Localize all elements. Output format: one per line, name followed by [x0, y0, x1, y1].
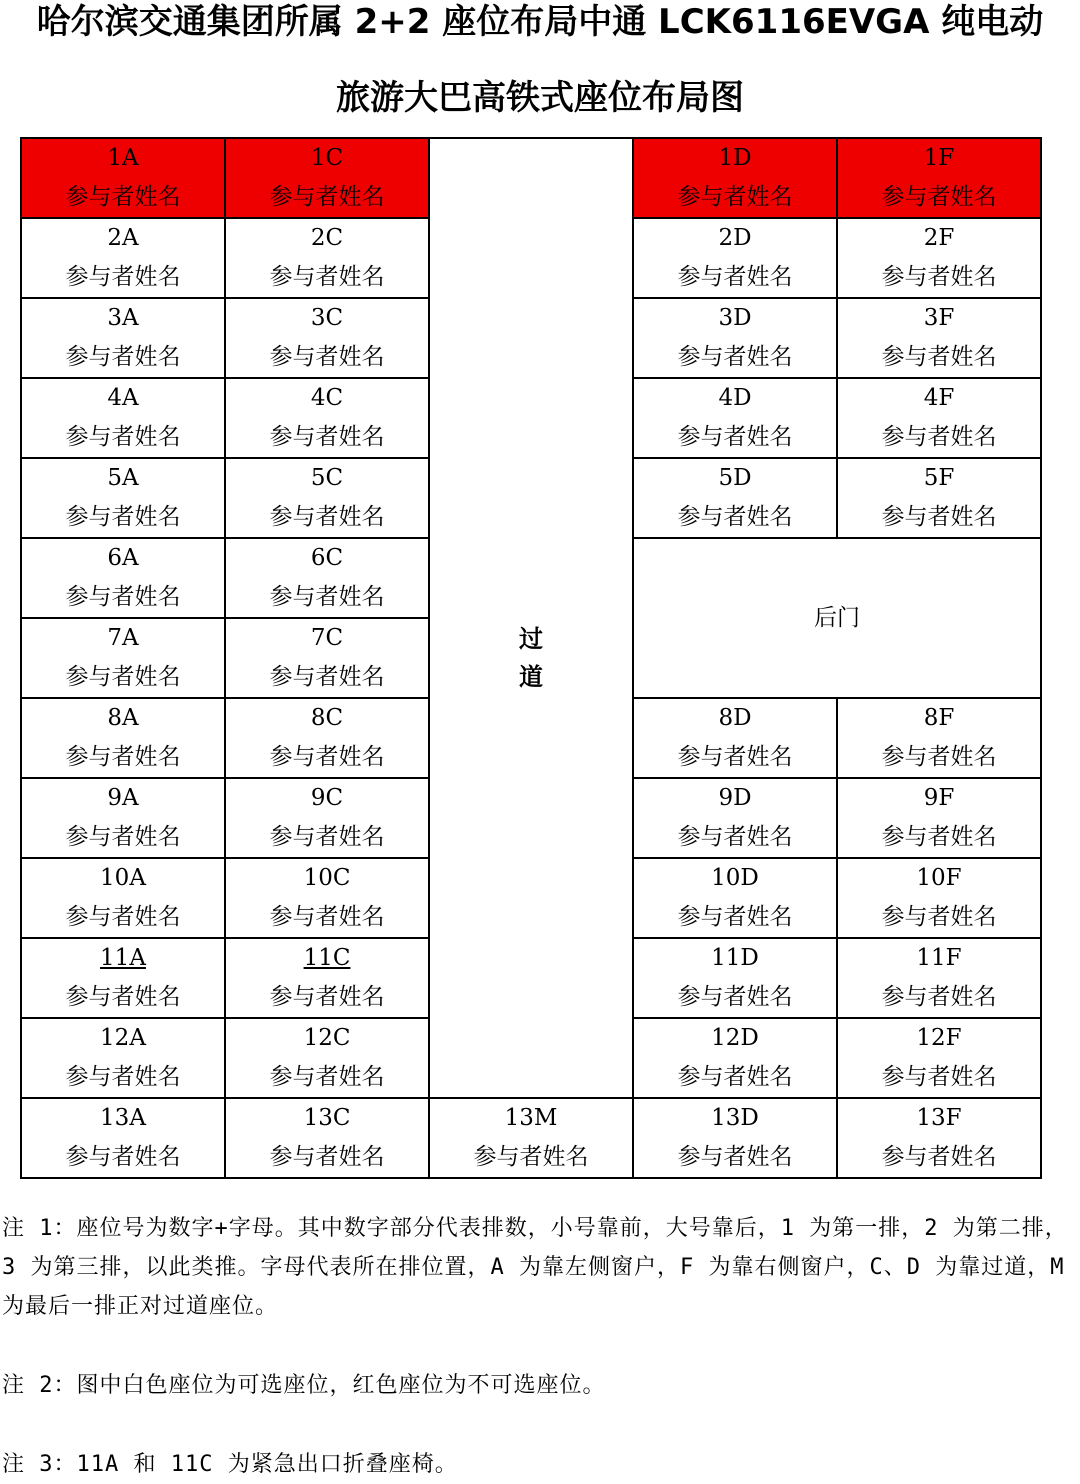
seat-6A[interactable]: [21, 538, 225, 618]
seat-passenger-name: 参与者姓名: [65, 744, 181, 770]
seat-number: 12C: [303, 1025, 351, 1051]
seat-10A[interactable]: [21, 858, 225, 938]
seat-passenger-name: 参与者姓名: [677, 504, 793, 530]
seat-4A[interactable]: [21, 378, 225, 458]
seat-passenger-name: 参与者姓名: [269, 1144, 385, 1170]
seat-passenger-name: 参与者姓名: [269, 504, 385, 530]
seat-3D[interactable]: [633, 298, 837, 378]
seat-8F[interactable]: [837, 698, 1041, 778]
seat-number: 1C: [310, 145, 344, 171]
seat-passenger-name: 参与者姓名: [65, 984, 181, 1010]
seat-passenger-name: 参与者姓名: [65, 264, 181, 290]
seat-passenger-name: 参与者姓名: [677, 744, 793, 770]
seat-number: 2D: [718, 225, 752, 251]
seat-number: 13D: [711, 1105, 759, 1131]
seat-passenger-name: 参与者姓名: [881, 264, 997, 290]
seat-passenger-name: 参与者姓名: [65, 184, 181, 210]
page-title-line-2: 旅游大巴高铁式座位布局图: [336, 78, 744, 118]
seat-8A[interactable]: [21, 698, 225, 778]
seat-passenger-name: 参与者姓名: [677, 1144, 793, 1170]
seat-number: 4C: [310, 385, 344, 411]
seat-number: 10F: [916, 865, 962, 891]
aisle-top-cell: [429, 138, 633, 218]
seat-passenger-name: 参与者姓名: [677, 424, 793, 450]
seat-number: 10A: [100, 865, 146, 891]
seat-number: 9F: [923, 785, 955, 811]
seat-5D[interactable]: [633, 458, 837, 538]
seat-number: 13A: [100, 1105, 146, 1131]
seat-5C[interactable]: [225, 458, 429, 538]
seat-number: 5A: [107, 465, 139, 491]
seat-11A[interactable]: [21, 938, 225, 1018]
seat-passenger-name: 参与者姓名: [65, 424, 181, 450]
seat-passenger-name: 参与者姓名: [881, 504, 997, 530]
seat-passenger-name: 参与者姓名: [269, 744, 385, 770]
seat-13C[interactable]: [225, 1098, 429, 1178]
seat-number: 3C: [310, 305, 344, 331]
note-3: 注 3：11A 和 11C 为紧急出口折叠座椅。: [2, 1452, 458, 1477]
seat-number: 6C: [310, 545, 344, 571]
seat-number: 12D: [711, 1025, 759, 1051]
seat-10F[interactable]: [837, 858, 1041, 938]
seat-10C[interactable]: [225, 858, 429, 938]
seat-passenger-name: 参与者姓名: [881, 904, 997, 930]
seat-12D[interactable]: [633, 1018, 837, 1098]
seat-passenger-name: 参与者姓名: [881, 344, 997, 370]
seat-passenger-name: 参与者姓名: [677, 344, 793, 370]
seat-passenger-name: 参与者姓名: [677, 984, 793, 1010]
seat-passenger-name: 参与者姓名: [881, 824, 997, 850]
aisle: [429, 218, 633, 1098]
seat-number: 1F: [923, 145, 955, 171]
note-1: 注 1：座位号为数字+字母。其中数字部分代表排数，小号靠前，大号靠后，1 为第一排，2 为第二排，3 为第三排，以此类推。字母代表所在排位置，A 为靠左侧窗户，F 为靠右侧窗户，C、D 为靠过道，M 为最后一排正对过道座位。: [2, 1216, 1068, 1319]
seat-passenger-name: 参与者姓名: [881, 1144, 997, 1170]
seat-number: 4F: [923, 385, 955, 411]
seat-row: [21, 138, 1041, 218]
seat-2A[interactable]: [21, 218, 225, 298]
seat-2F[interactable]: [837, 218, 1041, 298]
seat-9D[interactable]: [633, 778, 837, 858]
seat-number: 5D: [718, 465, 752, 491]
seat-number: 10D: [711, 865, 759, 891]
seat-4D[interactable]: [633, 378, 837, 458]
seat-1F: [837, 138, 1041, 218]
rear-door-label: 后门: [814, 604, 860, 631]
seat-passenger-name: 参与者姓名: [677, 824, 793, 850]
seat-passenger-name: 参与者姓名: [269, 184, 385, 210]
seat-3A[interactable]: [21, 298, 225, 378]
seat-layout-table: [20, 137, 1042, 1179]
seat-passenger-name: 参与者姓名: [269, 424, 385, 450]
seat-passenger-name: 参与者姓名: [677, 1064, 793, 1090]
note-2: 注 2：图中白色座位为可选座位，红色座位为不可选座位。: [2, 1373, 606, 1398]
seat-5F[interactable]: [837, 458, 1041, 538]
seat-passenger-name: 参与者姓名: [881, 984, 997, 1010]
seat-passenger-name: 参与者姓名: [65, 344, 181, 370]
seat-passenger-name: 参与者姓名: [473, 1144, 589, 1170]
seat-number: 3A: [107, 305, 139, 331]
seat-2C[interactable]: [225, 218, 429, 298]
aisle-label: 过道: [518, 624, 543, 691]
seat-9A[interactable]: [21, 778, 225, 858]
seat-passenger-name: 参与者姓名: [677, 184, 793, 210]
seat-3C[interactable]: [225, 298, 429, 378]
seat-number: 8C: [310, 705, 344, 731]
seat-number: 7A: [107, 625, 139, 651]
seat-1D: [633, 138, 837, 218]
seat-9C[interactable]: [225, 778, 429, 858]
seat-row: [21, 218, 1041, 298]
seat-4F[interactable]: [837, 378, 1041, 458]
seat-1A: [21, 138, 225, 218]
seat-11C[interactable]: [225, 938, 429, 1018]
seat-number: 5F: [923, 465, 955, 491]
seat-number: 13C: [303, 1105, 351, 1131]
seat-passenger-name: 参与者姓名: [881, 744, 997, 770]
seat-passenger-name: 参与者姓名: [677, 264, 793, 290]
seat-number: 9C: [310, 785, 344, 811]
seat-passenger-name: 参与者姓名: [881, 184, 997, 210]
seat-number: 7C: [310, 625, 344, 651]
seat-2D[interactable]: [633, 218, 837, 298]
seat-passenger-name: 参与者姓名: [269, 904, 385, 930]
seat-passenger-name: 参与者姓名: [269, 984, 385, 1010]
seat-number: 11A: [100, 945, 146, 971]
seat-number: 2C: [310, 225, 344, 251]
seat-passenger-name: 参与者姓名: [881, 424, 997, 450]
seat-number: 11D: [711, 945, 759, 971]
seat-passenger-name: 参与者姓名: [269, 264, 385, 290]
seat-6C[interactable]: [225, 538, 429, 618]
seat-number: 4A: [107, 385, 139, 411]
seat-number: 1D: [718, 145, 752, 171]
seat-passenger-name: 参与者姓名: [269, 824, 385, 850]
seat-passenger-name: 参与者姓名: [269, 344, 385, 370]
seat-passenger-name: 参与者姓名: [65, 904, 181, 930]
seat-8C[interactable]: [225, 698, 429, 778]
seat-passenger-name: 参与者姓名: [269, 584, 385, 610]
seat-passenger-name: 参与者姓名: [65, 584, 181, 610]
seat-9F[interactable]: [837, 778, 1041, 858]
seat-passenger-name: 参与者姓名: [65, 824, 181, 850]
seat-passenger-name: 参与者姓名: [65, 1064, 181, 1090]
seat-number: 10C: [303, 865, 351, 891]
seat-13D[interactable]: [633, 1098, 837, 1178]
seat-12A[interactable]: [21, 1018, 225, 1098]
seat-number: 8A: [107, 705, 139, 731]
seat-7A[interactable]: [21, 618, 225, 698]
seat-passenger-name: 参与者姓名: [65, 664, 181, 690]
seat-13F[interactable]: [837, 1098, 1041, 1178]
seat-number: 8D: [718, 705, 752, 731]
seat-number: 9D: [718, 785, 752, 811]
seat-number: 9A: [107, 785, 139, 811]
seat-passenger-name: 参与者姓名: [65, 504, 181, 530]
seat-1C: [225, 138, 429, 218]
seat-12C[interactable]: [225, 1018, 429, 1098]
seat-number: 3D: [718, 305, 752, 331]
seat-number: 11F: [916, 945, 962, 971]
seat-5A[interactable]: [21, 458, 225, 538]
seat-number: 13M: [504, 1105, 558, 1131]
seat-passenger-name: 参与者姓名: [65, 1144, 181, 1170]
seat-number: 6A: [107, 545, 139, 571]
page-title-line-1: 哈尔滨交通集团所属 2+2 座位布局中通 LCK6116EVGA 纯电动: [36, 2, 1044, 42]
seat-4C[interactable]: [225, 378, 429, 458]
seat-number: 5C: [310, 465, 344, 491]
seat-10D[interactable]: [633, 858, 837, 938]
rear-door: [633, 538, 1041, 698]
seat-7C[interactable]: [225, 618, 429, 698]
seat-12F[interactable]: [837, 1018, 1041, 1098]
seat-number: 2A: [107, 225, 139, 251]
seat-13A[interactable]: [21, 1098, 225, 1178]
seat-number: 13F: [916, 1105, 962, 1131]
seat-13M[interactable]: [429, 1098, 633, 1178]
seat-number: 11C: [303, 945, 351, 971]
seat-passenger-name: 参与者姓名: [269, 664, 385, 690]
seat-passenger-name: 参与者姓名: [677, 904, 793, 930]
seat-3F[interactable]: [837, 298, 1041, 378]
seat-8D[interactable]: [633, 698, 837, 778]
seat-number: 12A: [100, 1025, 146, 1051]
seat-passenger-name: 参与者姓名: [269, 1064, 385, 1090]
seat-11D[interactable]: [633, 938, 837, 1018]
seat-number: 2F: [923, 225, 955, 251]
seat-number: 3F: [923, 305, 955, 331]
seat-number: 8F: [923, 705, 955, 731]
seat-passenger-name: 参与者姓名: [881, 1064, 997, 1090]
seat-number: 1A: [107, 145, 139, 171]
seat-number: 12F: [916, 1025, 962, 1051]
seat-number: 4D: [718, 385, 752, 411]
seat-11F[interactable]: [837, 938, 1041, 1018]
seat-row: [21, 1098, 1041, 1178]
